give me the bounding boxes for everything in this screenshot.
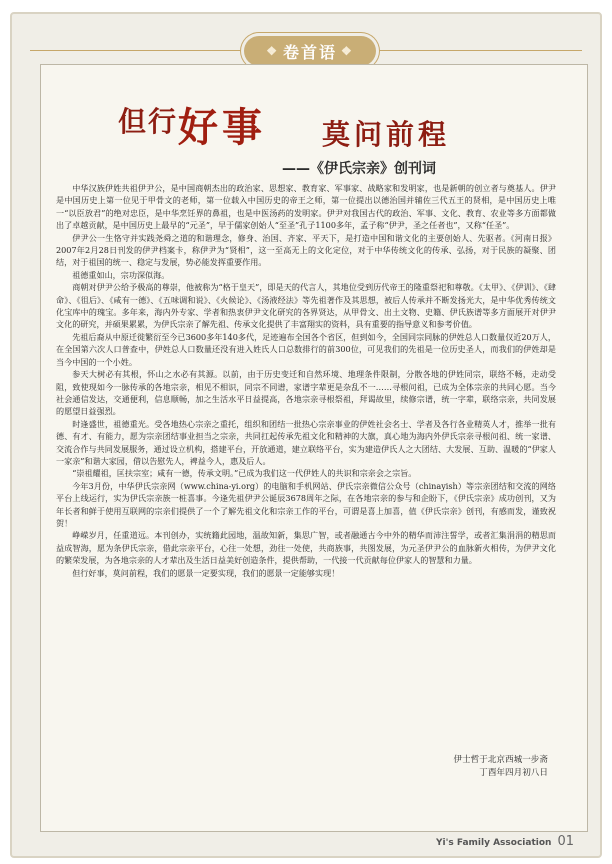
paragraph: 中华汉族伊姓共祖伊尹公，是中国商朝杰出的政治家、思想家、教育家、军事家、战略家和发明家，也是新朝的创立者与奠基人。伊尹是中国历史上第一位见于甲骨文的老师，第一位载入中国历史的帝王之师，第一位提出以德治国并辅佐三代五王的贤相，是中国历史上唯一“以臣放君”的绝对忠臣，是中华烹饪界的鼻祖，也是中医汤药的发明家。伊尹对我国古代的政治、军事、文化、教育、农业等多方面都做出了卓越贡献，是中国历史上最早的“元圣”，早于儒家创始人“至圣”孔子1100多年，孟子称“伊尹，圣之任者也”，又称“任圣”。 [56,183,556,231]
paragraph: 但行好事，莫问前程，我们的愿景一定要实现，我们的愿景一定能够实现！ [72,567,340,578]
article-body [56,182,556,579]
ornament-left-icon: ❖ [266,44,279,58]
paragraph: 参天大树必有其根，怀山之水必有其源。以前，由于历史变迁和自然环境、地理条件限制，分散各地的伊姓同宗，联络不畅，走动受阻，致使现如今一脉传承的各地宗亲，相见不相识，同宗不同谱，家谱字辈更是杂乱不一……寻根问祖，已成为全体宗亲的共同心愿。当今社会通信发达，交通便利，信息顺畅，加之生活水平日益提高，各地宗亲寻根祭祖，拜谒故里，续修宗谱，统一字辈，联络宗亲，共同发展的愿望日益强烈。 [56,369,556,417]
signature-date: 丁酉年四月初八日 [479,768,548,778]
paragraph: 峥嵘岁月，任重道远。本刊创办，实统籍此园地，温故知新，集思广智，或者融通古今中外的精华而沛注誓学，或者汇集涓涓的精思而益成智海，愿为条伊氏宗亲，借此宗亲平台，心往一处想，劲往一处使，共商族事，共图发展，为元圣伊尹公的血脉新火相传，为伊尹文化的繁荣发展，为各地宗亲的人才辈出及生活日益美好创造条件，提供帮助，一代接一代贡献每位伊家人的智慧和力量。 [56,530,556,566]
section-badge [244,36,376,66]
headline-word-2: 好事 [178,104,267,151]
ornament-right-icon: ❖ [341,44,354,58]
headline-part1 [118,96,266,153]
paragraph: 商朝对伊尹公给予极高的尊崇，他被称为“格于皇天”，即是天的代言人，其地位受到历代帝王的隆重祭祀和尊敬。《太甲》、《伊训》、《肆命》、《徂后》、《咸有一德》、《五味调和说》、《火候论》、《汤液经法》等先祖著作及其思想，被后人传承并不断发扬光大，是中华优秀传统文化宝库中的瑰宝。多年来，海内外专家、学者和热衷伊尹文化研究的各界贤达，从甲骨文、出土文物、史籍、伊氏族谱等多方面展开对伊尹文化的研究，并硕果累累，为伊氏宗亲了解先祖、传承文化提供了丰富翔实的资料，具有重要的指导意义和参考价值。 [56,282,556,330]
paragraph: 先祖后裔从中原迁徙繁衍至今已3600多年140多代，足迹遍布全国各个省区，但到如今，全国同宗同脉的伊姓总人口数量仅近20万人，在全国第六次人口普查中，伊姓总人口数量还没有进入姓氏人口总数排行的前300位，可见我们的先祖是一位历史圣人，而我们的伊姓却是当今中国的一个小姓。 [56,331,556,367]
paragraph: 伊尹公一生恪守并实践尧舜之道的和谐理念，修身、治国、齐家、平天下，是打造中国和谐文化的主要创始人、先驱者。《河南日报》2007年2月28日刊发的伊尹档案卡，称伊尹为“贤相”，这一至高无上的文化定位，对于中华传统文化的传承、弘扬，对于民族的凝聚、团结，对于祖国的统一、稳定与发展，势必能发挥重要作用。 [56,232,556,268]
paragraph: “崇祖耀祖，匡扶宗室；咸有一德，传承文明。”已成为我们这一代伊姓人的共识和宗亲会之宗旨。 [72,468,417,479]
headline-part2: 莫问前程 [322,118,451,151]
paragraph: 祖德重如山，宗功深似海。 [72,269,170,280]
headline-subtitle: ——《伊氏宗亲》创刊词 [282,161,436,177]
signature-block [400,754,548,780]
page-footer [436,830,574,849]
signature-author: 伊士哲于北京西城一步斋 [453,755,548,765]
footer-publication: Yi's Family Association [436,838,552,848]
headline-word-1: 但行 [118,105,179,138]
paragraph: 今年3月份，中华伊氏宗亲网（www.china-yi.org）的电脑和手机网站、伊氏宗亲微信公众号（chinayish）等宗亲团结和交流的网络平台上线运行，实为伊氏宗亲族一桩喜事。今逢先祖伊尹公诞辰3678周年之际，在各地宗亲的参与和企盼下，《伊氏宗亲》成功创刊，又为年长者和鲜于使用互联网的宗亲们提供了一个了解先祖文化和宗亲工作的平台，可谓是喜上加喜，值《伊氏宗亲》创刊，有感而发，谨致祝贺！ [56,480,556,528]
section-badge-label: 卷首语 [282,42,337,62]
page-number: 01 [557,834,574,849]
paragraph: 时逢盛世，祖德重光。受各地热心宗亲之重托，组织和团结一批热心宗亲事业的伊姓社会名士、学者及各行各业精英人才，推举一批有德、有才、有能力，愿为宗亲团结事业担当之宗亲，共同扛起传承先祖文化和精神的大旗，真心地为海内外伊氏宗亲寻根问祖、统一家谱、交流合作与共同发展服务，通过设立机构，搭建平台，开放通道，建立联络平台，实为建造伊氏人之大团结、大发展、互助、温暖的“伊家人一家亲”和谐大家园，借以告慰先人，裨益今人，惠及后人。 [56,418,556,466]
